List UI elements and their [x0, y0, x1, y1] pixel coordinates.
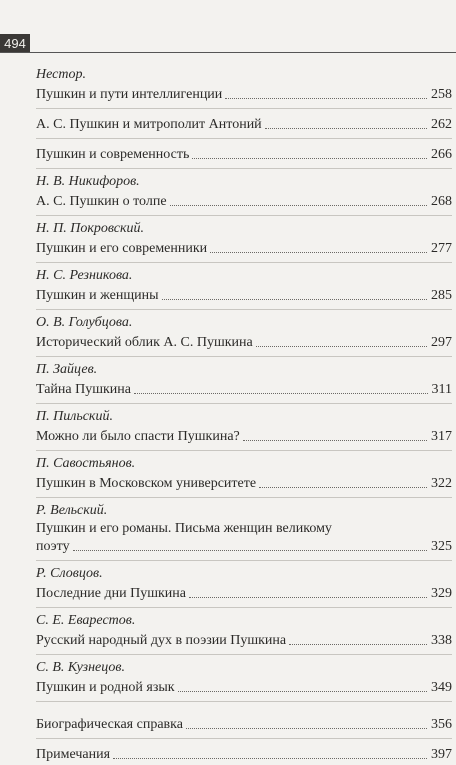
entry-author: Нестор. [36, 67, 86, 82]
divider [36, 262, 452, 263]
item-title: Примечания [36, 747, 111, 762]
toc-item[interactable] [36, 472, 452, 494]
divider [36, 108, 452, 109]
toc-item[interactable] [36, 425, 452, 447]
leader-dots [210, 252, 427, 253]
leader-dots [134, 393, 428, 394]
item-page: 356 [431, 717, 452, 732]
item-title: Пушкин и современность [36, 147, 190, 162]
item-title: Пушкин и родной язык [36, 680, 175, 695]
divider [36, 560, 452, 561]
toc-item[interactable] [36, 190, 452, 212]
toc-item[interactable] [36, 113, 452, 135]
divider [36, 701, 452, 702]
toc-entry [36, 173, 452, 212]
divider [36, 138, 452, 139]
toc-item-line2 [36, 539, 452, 557]
entry-author: С. В. Кузнецов. [36, 660, 125, 675]
entry-author: П. Зайцев. [36, 362, 98, 377]
leader-dots [170, 205, 427, 206]
item-title: А. С. Пушкин и митрополит Антоний [36, 117, 262, 132]
entry-author: Н. П. Покровский. [36, 221, 145, 236]
toc-item[interactable] [36, 143, 452, 165]
item-page: 297 [431, 335, 452, 350]
item-page: 311 [431, 382, 452, 397]
item-title: Биографическая справка [36, 717, 183, 732]
toc-item[interactable] [36, 284, 452, 306]
toc-item[interactable] [36, 331, 452, 353]
divider [36, 168, 452, 169]
toc-item[interactable] [36, 582, 452, 604]
item-page: 266 [431, 147, 452, 162]
leader-dots [256, 346, 427, 347]
item-page: 317 [431, 429, 452, 444]
page-number: 494 [0, 34, 30, 53]
leader-dots [113, 758, 427, 759]
entry-author: Н. В. Никифоров. [36, 174, 140, 189]
item-title: Можно ли было спасти Пушкина? [36, 429, 240, 444]
entry-author: С. Е. Еварестов. [36, 613, 136, 628]
item-page: 277 [431, 241, 452, 256]
item-title: Последние дни Пушкина [36, 586, 187, 601]
toc-item[interactable] [36, 676, 452, 698]
item-title: Русский народный дух в поэзии Пушкина [36, 633, 287, 648]
toc-item[interactable] [36, 378, 452, 400]
toc-entry [36, 455, 452, 494]
toc-item[interactable] [36, 237, 452, 259]
leader-dots [73, 550, 427, 551]
divider [36, 738, 452, 739]
toc-entry [36, 502, 452, 557]
item-title: Пушкин в Московском университете [36, 476, 257, 491]
divider [36, 607, 452, 608]
entry-author: П. Пильский. [36, 409, 113, 424]
item-page: 349 [431, 680, 452, 695]
entry-author: О. В. Голубцова. [36, 315, 133, 330]
toc-entry [36, 408, 452, 447]
divider [36, 403, 452, 404]
entry-author: Р. Словцов. [36, 566, 103, 581]
item-page: 258 [431, 87, 452, 102]
table-of-contents [36, 66, 452, 765]
toc-entry-nestor [36, 66, 452, 165]
leader-dots [259, 487, 427, 488]
toc-item-biography[interactable] [36, 713, 452, 735]
item-page: 262 [431, 117, 452, 132]
toc-entry [36, 565, 452, 604]
item-page: 285 [431, 288, 452, 303]
leader-dots [243, 440, 427, 441]
divider [36, 654, 452, 655]
item-page: 268 [431, 194, 452, 209]
toc-item[interactable] [36, 629, 452, 651]
toc-entry [36, 314, 452, 353]
toc-entry [36, 659, 452, 698]
divider [36, 309, 452, 310]
toc-entry [36, 220, 452, 259]
item-page: 338 [431, 633, 452, 648]
toc-item[interactable] [36, 83, 452, 105]
leader-dots [162, 299, 427, 300]
item-page: 397 [431, 747, 452, 762]
entry-author: П. Савостьянов. [36, 456, 136, 471]
toc-item-notes[interactable] [36, 743, 452, 765]
entry-author: Р. Вельский. [36, 503, 108, 518]
spacer [36, 706, 452, 713]
item-title: Исторический облик А. С. Пушкина [36, 335, 253, 350]
entry-author: Н. С. Резникова. [36, 268, 133, 283]
leader-dots [178, 691, 427, 692]
item-title: Пушкин и его современники [36, 241, 208, 256]
item-title-line2: поэту [36, 539, 70, 554]
divider [36, 497, 452, 498]
item-title: Тайна Пушкина [36, 382, 132, 397]
leader-dots [189, 597, 427, 598]
header-rule [0, 52, 456, 53]
leader-dots [265, 128, 427, 129]
leader-dots [192, 158, 427, 159]
leader-dots [186, 728, 427, 729]
leader-dots [289, 644, 427, 645]
item-page: 325 [431, 539, 452, 554]
toc-entry [36, 361, 452, 400]
toc-item[interactable] [36, 519, 452, 557]
item-title-line1: Пушкин и его романы. Письма женщин великому [36, 521, 332, 536]
item-page: 329 [431, 586, 452, 601]
divider [36, 215, 452, 216]
toc-entry [36, 267, 452, 306]
item-title: Пушкин и пути интеллигенции [36, 87, 223, 102]
divider [36, 450, 452, 451]
item-title: А. С. Пушкин о толпе [36, 194, 167, 209]
divider [36, 356, 452, 357]
item-page: 322 [431, 476, 452, 491]
toc-entry [36, 612, 452, 651]
leader-dots [225, 98, 427, 99]
item-title: Пушкин и женщины [36, 288, 159, 303]
